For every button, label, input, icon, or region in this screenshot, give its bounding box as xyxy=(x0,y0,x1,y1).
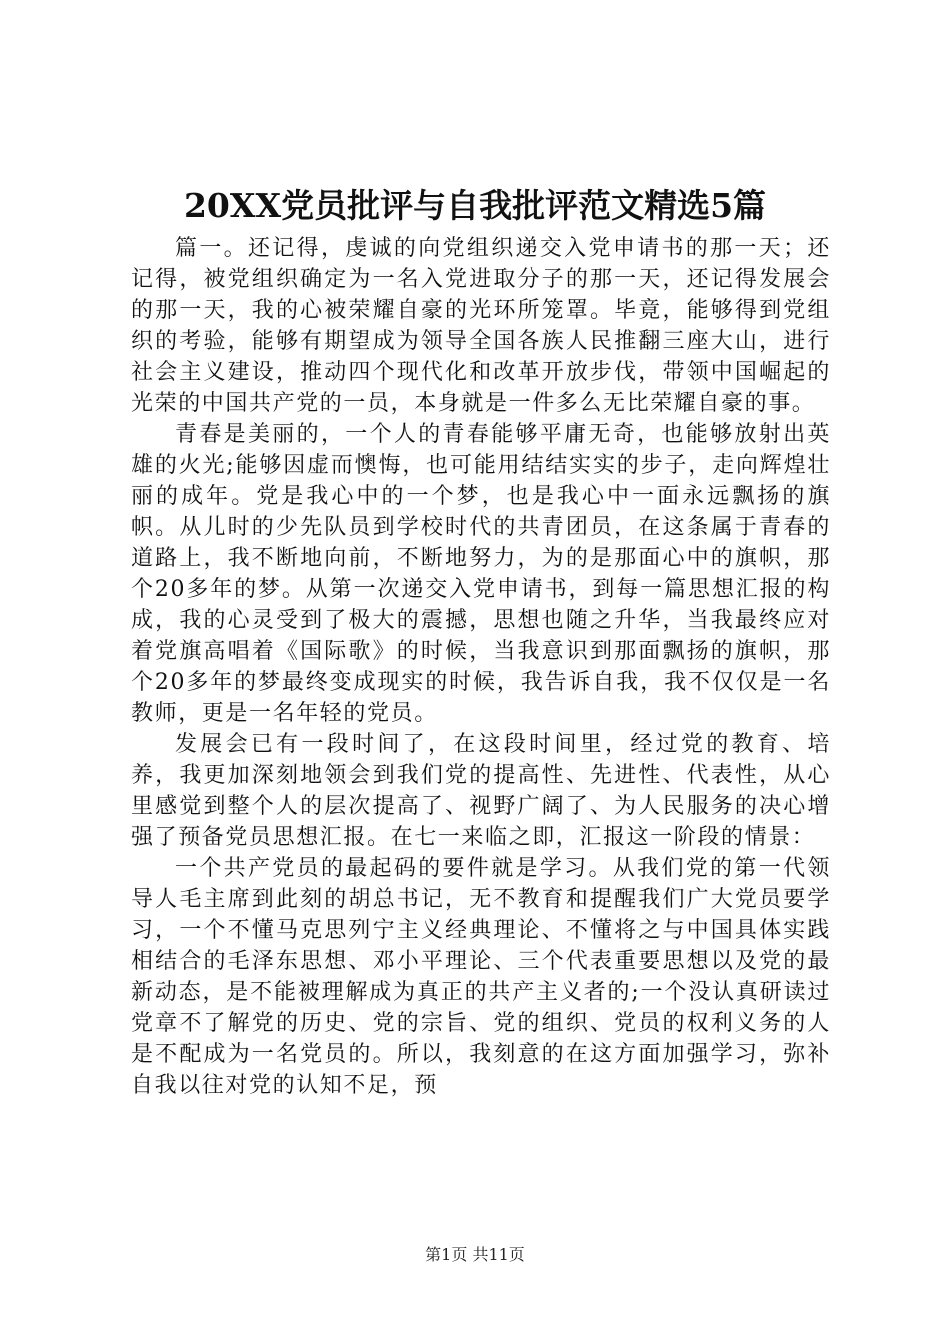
page-number-footer: 第1页 共11页 xyxy=(425,1245,525,1264)
paragraph-1: 篇一。还记得，虔诚的向党组织递交入党申请书的那一天；还记得，被党组织确定为一名入党进取分子的那一天，还记得发展会的那一天，我的心被荣耀自豪的光环所笼罩。毕竟，能够得到党组织的考验，能够有期望成为领导全国各族人民推翻三座大山，进行社会主义建设，推动四个现代化和改革开放步伐，带领中国崛起的光荣的中国共产党的一员，本身就是一件多么无比荣耀自豪的事。 xyxy=(131,236,831,416)
document-title: 20XX党员批评与自我批评范文精选5篇 xyxy=(183,186,767,225)
paragraph-2: 青春是美丽的，一个人的青春能够平庸无奇，也能够放射出英雄的火光;能够因虚而懊悔，也可能用结结实实的步子，走向辉煌壮丽的成年。党是我心中的一个梦，也是我心中一面永远飘扬的旗帜。从儿时的少先队员到学校时代的共青团员，在这条属于青春的道路上，我不断地向前，不断地努力，为的是那面心中的旗帜，那个20多年的梦。从第一次递交入党申请书，到每一篇思想汇报的构成，我的心灵受到了极大的震撼，思想也随之升华，当我最终应对着党旗高唱着《国际歌》的时候，当我意识到那面飘扬的旗帜，那个20多年的梦最终变成现实的时候，我告诉自我，我不仅仅是一名教师，更是一名年轻的党员。 xyxy=(131,422,831,726)
paragraph-3: 发展会已有一段时间了，在这段时间里，经过党的教育、培养，我更加深刻地领会到我们党的提高性、先进性、代表性，从心里感觉到整个人的层次提高了、视野广阔了、为人民服务的决心增强了预备党员思想汇报。在七一来临之即，汇报这一阶段的情景： xyxy=(131,732,831,850)
document-body xyxy=(131,233,831,1101)
paragraph-4: 一个共产党员的最起码的要件就是学习。从我们党的第一代领导人毛主席到此刻的胡总书记，无不教育和提醒我们广大党员要学习，一个不懂马克思列宁主义经典理论、不懂将之与中国具体实践相结合的毛泽东思想、邓小平理论、三个代表重要思想以及党的最新动态，是不能被理解成为真正的共产主义者的;一个没认真研读过党章不了解党的历史、党的宗旨、党的组织、党员的权利义务的人是不配成为一名党员的。所以，我刻意的在这方面加强学习，弥补自我以往对党的认知不足，预 xyxy=(131,856,831,1098)
